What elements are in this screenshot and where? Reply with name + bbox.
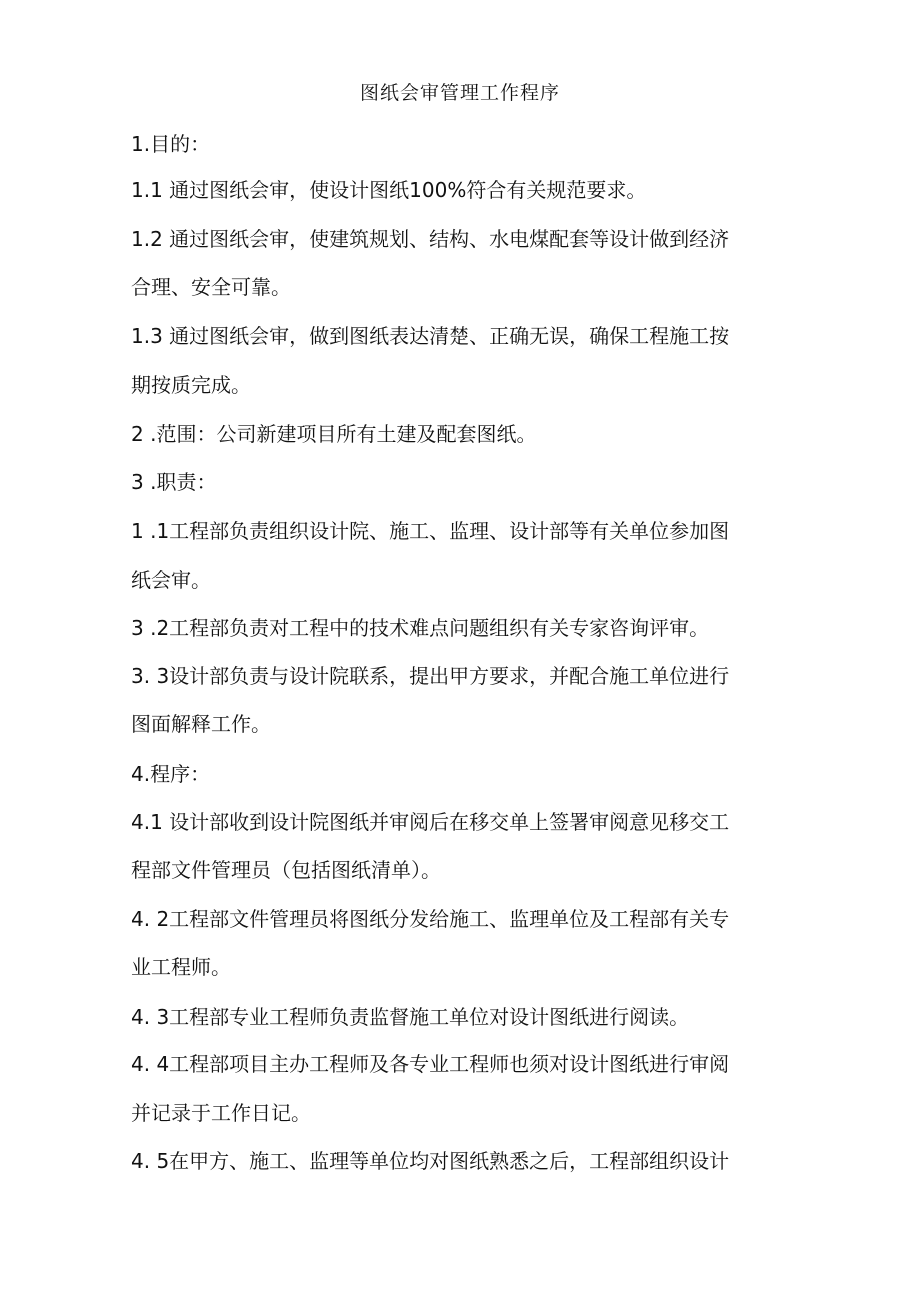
text-line-9: 1 .1工程部负责组织设计院、施工、监理、设计部等有关单位参加图 (131, 519, 730, 543)
text-line-20: 4. 4工程部项目主办工程师及各专业工程师也须对设计图纸进行审阅 (131, 1052, 730, 1076)
document-title: 图纸会审管理工作程序 (359, 82, 560, 104)
text-line-21: 并记录于工作日记。 (131, 1101, 311, 1125)
text-line-1: 1.目的： (131, 132, 211, 156)
text-line-2: 1.1 通过图纸会审，使设计图纸100%符合有关规范要求。 (131, 178, 647, 202)
text-line-6: 期按质完成。 (131, 373, 251, 397)
text-line-12: 3. 3设计部负责与设计院联系，提出甲方要求，并配合施工单位进行 (131, 664, 730, 688)
text-line-15: 4.1 设计部收到设计院图纸并审阅后在移交单上签署审阅意见移交工 (131, 810, 730, 834)
text-line-14: 4.程序： (131, 762, 211, 786)
text-line-11: 3 .2工程部负责对工程中的技术难点问题组织有关专家咨询评审。 (131, 616, 710, 640)
text-line-18: 业工程师。 (131, 955, 231, 979)
text-line-8: 3 .职责： (131, 470, 217, 494)
text-line-16: 程部文件管理员（包括图纸清单）。 (131, 858, 441, 882)
text-line-5: 1.3 通过图纸会审，做到图纸表达清楚、正确无误，确保工程施工按 (131, 324, 730, 348)
text-line-3: 1.2 通过图纸会审，使建筑规划、结构、水电煤配套等设计做到经济 (131, 227, 730, 251)
text-line-19: 4. 3工程部专业工程师负责监督施工单位对设计图纸进行阅读。 (131, 1005, 690, 1029)
text-line-13: 图面解释工作。 (131, 712, 271, 736)
text-line-7: 2 .范围：公司新建项目所有土建及配套图纸。 (131, 422, 537, 446)
text-line-22: 4. 5在甲方、施工、监理等单位均对图纸熟悉之后，工程部组织设计 (131, 1149, 730, 1173)
text-line-4: 合理、安全可靠。 (131, 275, 291, 299)
text-line-10: 纸会审。 (131, 568, 211, 592)
text-line-17: 4. 2工程部文件管理员将图纸分发给施工、监理单位及工程部有关专 (131, 907, 730, 931)
